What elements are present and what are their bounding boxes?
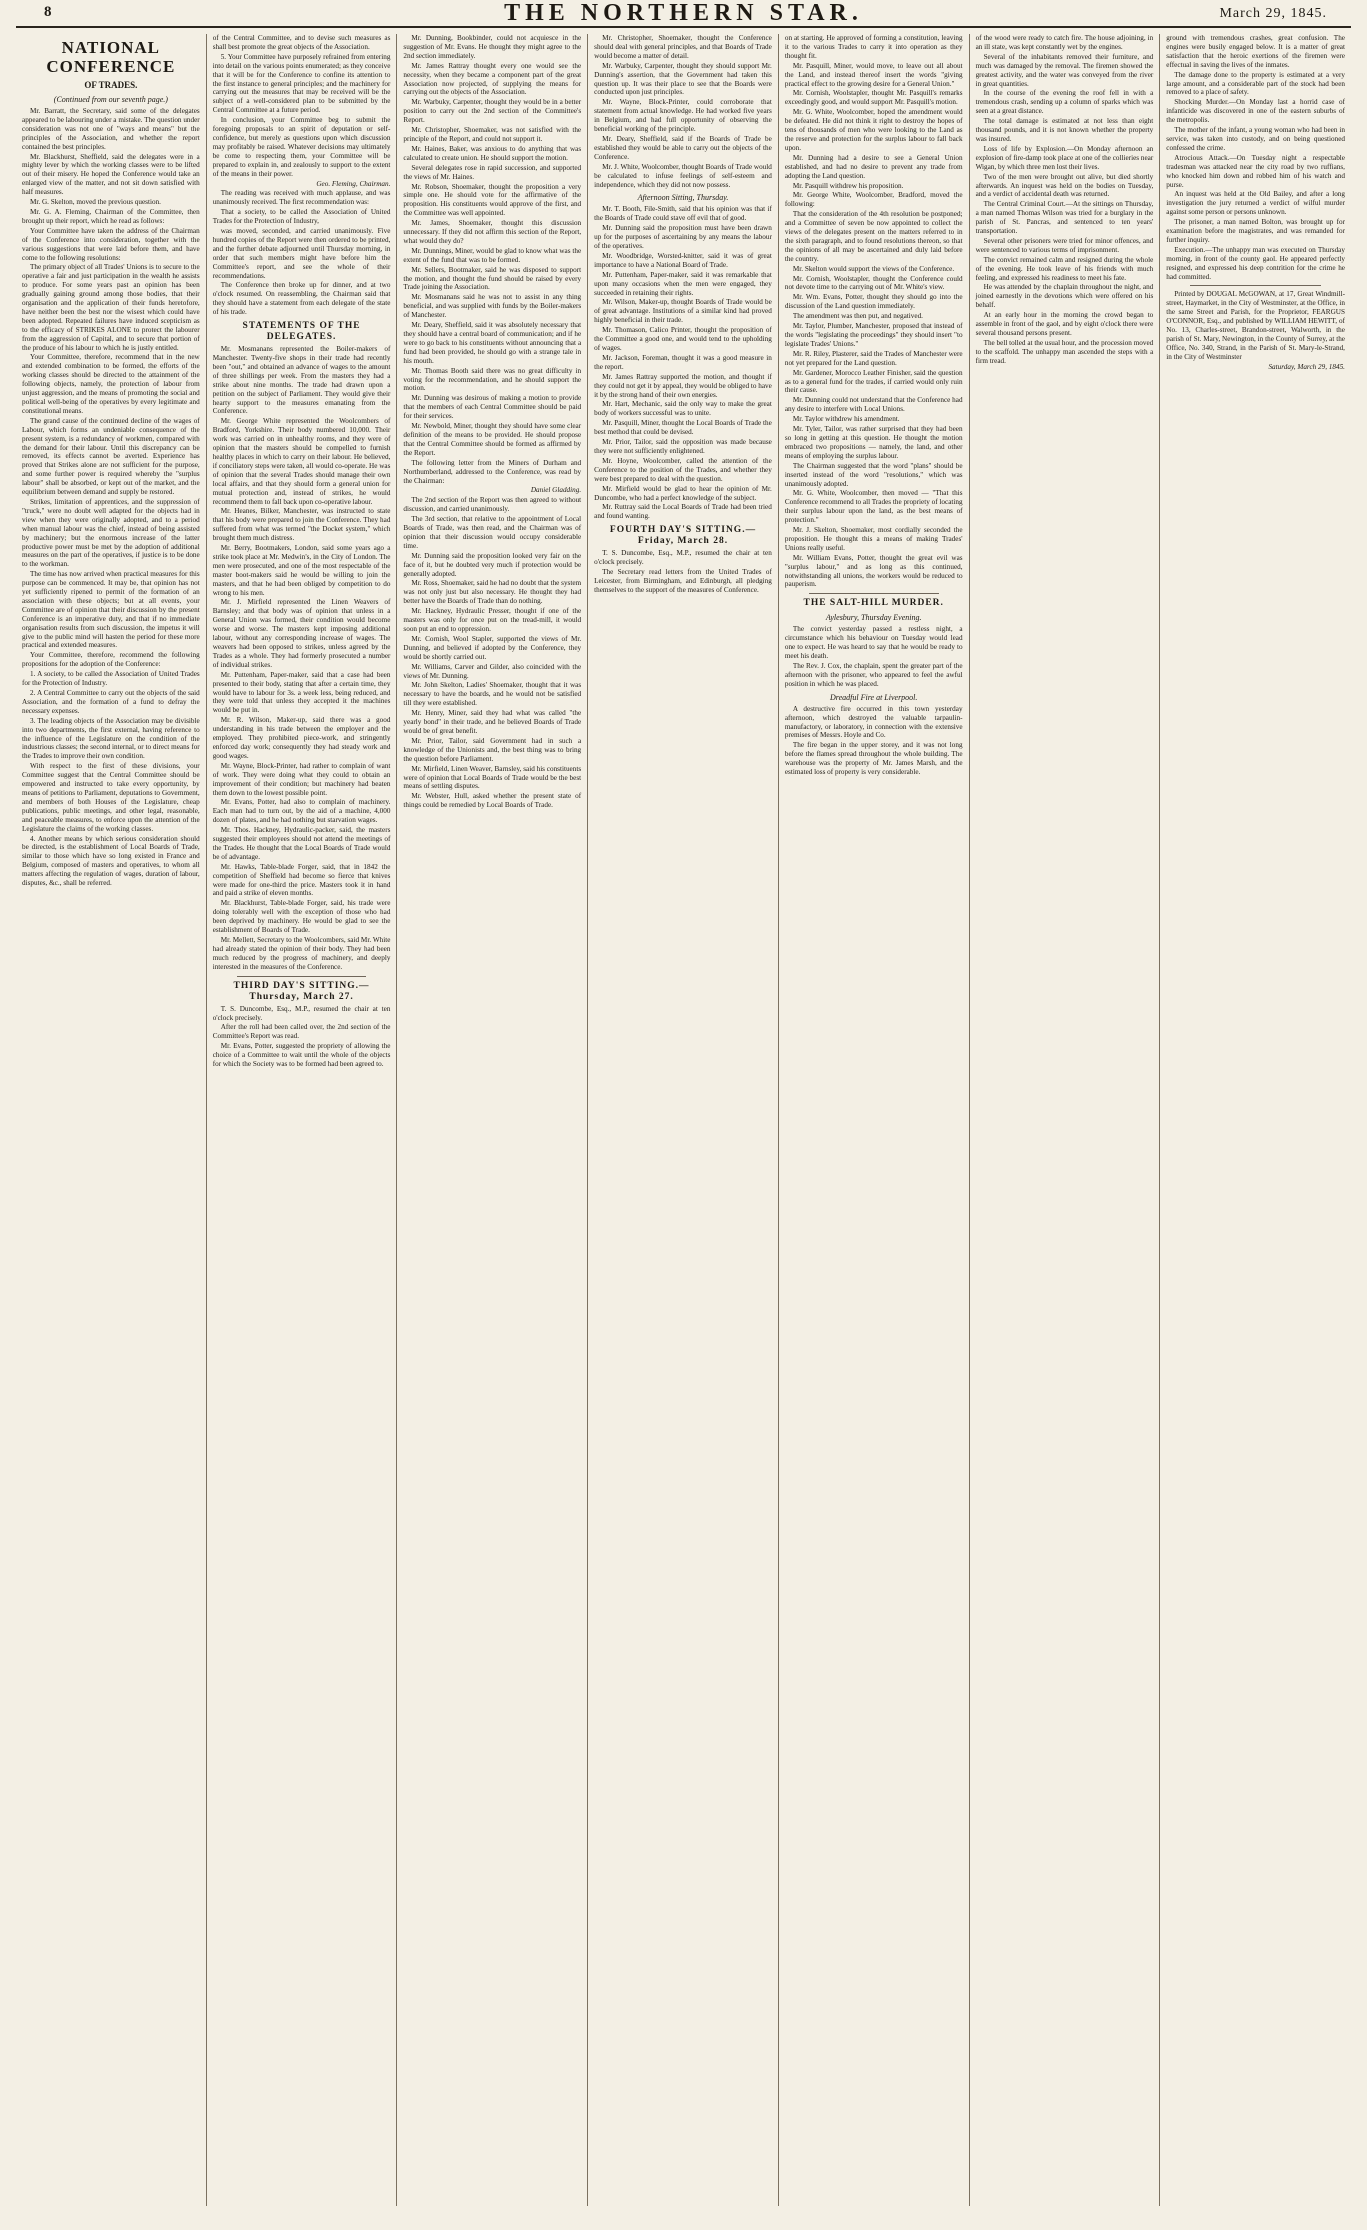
paragraph: Mr. J. White, Woolcomber, thought Boards of Trade would be calculated to infuse feelings of self-esteem and independence, which they did not now possess. <box>594 162 772 189</box>
paragraph: The damage done to the property is estimated at a very large amount, and a considerable part of the stock had been removed to a place of safety. <box>1166 70 1345 97</box>
paragraph: Mr. Thomas Booth said there was no great difficulty in voting for the recommendation, and he should support the motion. <box>403 366 582 393</box>
paragraph: At an early hour in the morning the crowd began to assemble in front of the gaol, and by eight o'clock there were several thousand persons present. <box>975 311 1154 337</box>
paragraph: Mr. Taylor withdrew his amendment. <box>792 415 900 424</box>
paragraph: Mr. Taylor, Plumber, Manchester, proposed that instead of the words "legislating the proceedings" they should insert "to legislate Trades' Unions." <box>784 322 963 348</box>
continuation-note: (Continued from our seventh page.) <box>53 95 168 104</box>
paragraph: Mr. Dunning was desirous of making a motion to provide that the members of each Central Committee should be paid for their services. <box>403 394 582 421</box>
paragraph: Mr. Christopher, Shoemaker, was not satisfied with the principle of the Report, and could not support it. <box>403 126 582 143</box>
paragraph: Mr. Evans, Potter, had also to complain of machinery. Each man had to turn out, by the aid of a machine, 4,000 dozen of plates, and he had nothing but starvation wages. <box>212 798 391 825</box>
paragraph: Mr. Warbuky, Carpenter, thought they would be in a better position to carry out the 2nd section of the Committee's Report. <box>403 98 582 125</box>
paragraph: Mr. Puttenham, Paper-maker, said it was remarkable that upon many occasions when the men were engaged, they succeeded in retaining their rights. <box>594 270 772 297</box>
paragraph: was moved, seconded, and carried unanimously. Five hundred copies of the Report were then ordered to be printed, and the further debate adjourned until Thursday morning, in order that such members might have before him the Committee's report, and see the whole of their recommendations. <box>212 227 391 280</box>
paragraph: Mr. Deary, Sheffield, said it was absolutely necessary that they should have a central board of communication; and if he were to go back to his constituents without announcing that a fund had been provided, he should go with a strange tale in his mouth. <box>403 321 582 365</box>
article-subheading: OF TRADES. <box>84 80 138 90</box>
paragraph: Mr. Hoyne, Woolcomber, called the attention of the Conference to the position of the Trades, and whether they were best prepared to deal with the question. <box>594 456 772 483</box>
paragraph: Mr. Jackson, Foreman, thought it was a good measure in the report. <box>594 353 772 371</box>
paragraph: Mr. George White, Woolcomber, Bradford, moved the following: <box>784 191 963 209</box>
paragraph: Mr. Puttenham, Paper-maker, said that a case had been presented to their body, stating that after a certain time, they would have to labour for 3s. a week less, being reduced, and they were told that unless they accepted it the machines would be put in. <box>212 670 391 715</box>
paragraph: Mr. Henry, Miner, said they had what was called "the yearly bond" in their trade, and he believed Boards of Trade would be of great benefit. <box>403 709 582 735</box>
paragraph: The convict yesterday passed a restless night, a circumstance which his behaviour on Tuesday would lead one to expect. He was heard to say that he would be ready to meet his death. <box>784 625 963 661</box>
paragraph: Mr. Newbold, Miner, thought they should have some clear definition of the means to be provided. He should propose that the Central Committee should be formed as affirmed by the Report. <box>403 422 582 457</box>
paragraph: Mr. J. Skelton, Shoemaker, most cordially seconded the proposition. He thought this a means of making Trades' Unions really useful. <box>784 526 963 552</box>
divider <box>1190 285 1321 286</box>
paragraph: Several delegates rose in rapid succession, and supported the views of Mr. Haines. <box>403 163 582 181</box>
paragraph: The grand cause of the continued decline of the wages of Labour, which forms an undeniable consequence of the present system, is a redundancy of workmen, compared with the demand for their labour. Until this discrepancy can be removed, its effects cannot be averted. Experience has proved that Strikes alone are not sufficient for the purpose, and some further power is required whereby the "surplus labour" shall be absorbed, or kept out of the market, and the equilibrium between demand and supply be restored. <box>22 416 200 497</box>
paragraph: Mr. Mosmanans represented the Boiler-makers of Manchester. Twenty-five shops in their trade had recently been "out," and obtained an advance of wages to the amount of three shillings per week. From the masters they had a strike about nine months. The trade had drawn upon a petition on the subject of Parliament. They would give their hearty support to the measures emanating from the Conference. <box>212 345 391 416</box>
divider <box>237 976 367 977</box>
paragraph: The Conference then broke up for dinner, and at two o'clock resumed. On reassembling, the Chairman said that they should have a statement from each delegate of the state of his trade. <box>212 281 391 317</box>
paragraph: of the Central Committee, and to devise such measures as shall best promote the great objects of the Association. <box>212 34 391 51</box>
paragraph: Mr. Barratt, the Secretary, said some of the delegates appeared to be labouring under a mistake. The question under consideration was not one of "ways and means" but the principles of the Association, and whether the report contained the best principles. <box>22 107 200 151</box>
paragraph: T. S. Duncombe, Esq., M.P., resumed the chair at ten o'clock precisely. <box>594 549 772 567</box>
paragraph: Mr. James Rattray supported the motion, and thought if they could not get it by appeal, they would be obliged to have it by the strong hand of their own energies. <box>594 372 772 399</box>
paragraph: The reading was received with much applause, and was unanimously received. The first recommendation was: <box>212 189 391 207</box>
paragraph: Mr. Dunning had a desire to see a General Union established, and had no desire to prevent any trade from adopting the Land question. <box>784 153 963 180</box>
paragraph: Mr. Pasquill, Miner, thought the Local Boards of Trade the best method that could be devised. <box>594 419 772 437</box>
paragraph: Mr. Wayne, Block-Printer, had rather to complain of want of work. They were doing what they could to obtain an improvement of their condition; but machinery had beaten them down to the lowest possible point. <box>212 761 391 797</box>
paragraph: Mr. G. A. Fleming, Chairman of the Committee, then brought up their report, which he read as follows: <box>22 207 200 225</box>
section-heading: Afternoon Sitting, Thursday. <box>637 193 729 203</box>
paragraph: Mr. Webster, Hull, asked whether the present state of things could be remedied by Local Boards of Trade. <box>403 792 582 810</box>
paragraph: The amendment was then put, and negatived. <box>792 312 923 321</box>
paragraph: Mr. Prior, Tailor, said Government had in such a knowledge of the Unionists and, the best thing was to bring the question before Parliament. <box>403 736 582 763</box>
paragraph: With respect to the first of these divisions, your Committee suggest that the Central Committee should be empowered and instructed to take every opportunity, by means of petitions to Parliament, deputations to Government, and members of both Houses of the Legislature, cheap publications, public meetings, and other legal, reasonable, and peaceable measures, to enforce upon the attention of the Legislature the claims of the working classes. <box>22 762 200 833</box>
paragraph: The mother of the infant, a young woman who had been in service, was taken into custody, and on being questioned confessed the crime. <box>1166 126 1345 152</box>
paragraph: Mr. Pasquill withdrew his proposition. <box>792 181 904 190</box>
paragraph: Mr. Cornish, Woolstapler, thought the Conference could not devote time to the carrying out of Mr. White's view. <box>784 274 963 292</box>
column-6 <box>970 34 1161 2206</box>
paragraph: Mr. R. Riley, Plasterer, said the Trades of Manchester were not yet prepared for the Land question. <box>784 349 963 367</box>
paragraph: In conclusion, your Committee beg to submit the foregoing proposals to an spirit of deputation or self-confidence, but merely as questions upon which discussion may profitably be raised. Whatever decisions may ultimately be come to respecting them, your Committee will be prepared to explain in, and zealously to support to the extent of the means in their power. <box>212 116 391 178</box>
paragraph: Execution.—The unhappy man was executed on Thursday morning, in front of the county gaol. He appeared perfectly resigned, and expressed his deep contrition for the crime he had committed. <box>1166 245 1345 281</box>
paragraph: Mr. G. White, Woolcomber, then moved — "That this Conference recommend to all Trades the propriety of locating their surplus labour upon the land, as the best means of protection." <box>784 489 963 525</box>
paragraph: Mr. Dunning said the proposition looked very fair on the face of it, but he doubted very much if protection would be generally adopted. <box>403 551 582 578</box>
signature: Daniel Gladding. <box>530 486 582 495</box>
page-number: 8 <box>44 4 52 20</box>
paragraph: Mr. Deary, Sheffield, said if the Boards of Trade be established they would be able to carry out the objects of the Conference. <box>594 134 772 161</box>
paragraph: The Central Criminal Court.—At the sittings on Thursday, a man named Thomas Wilson was tried for a burglary in the parish of St. Pancras, and sentenced to ten years' transportation. <box>975 200 1154 236</box>
paragraph: Mr. R. Wilson, Maker-up, said there was a good understanding in his trade between the employer and the employed. They prohibited piece-work, and stringently enforced day work; consequently they had steady work and good wages. <box>212 716 391 760</box>
paragraph: The fire began in the upper storey, and it was not long before the flames spread throughout the whole building. The warehouse was the property of Mr. James Marsh, and the estimated loss of property is very considerable. <box>784 741 963 777</box>
paragraph: Mr. Gardener, Morocco Leather Finisher, said the question as to a general fund for the trades, if carried would only ruin their cause. <box>784 368 963 395</box>
paragraph: Mr. Blackhurst, Table-blade Forger, said, his trade were doing tolerably well with the exception of those who had been deprived by machinery. He would be glad to see the establishment of Boards of Trade. <box>212 899 391 935</box>
section-heading: FOURTH DAY'S SITTING.—Friday, March 28. <box>609 525 757 547</box>
paragraph: Mr. Cornish, Wool Stapler, supported the views of Mr. Dunning, and believed if adopted by the Conference, they would be shortly carried out. <box>403 634 582 661</box>
paragraph: on at starting. He approved of forming a constitution, leaving it to the various Trades to carry it into operation as they thought fit. <box>784 34 963 60</box>
paragraph: Mr. Dunning could not understand that the Conference had any desire to interfere with Local Unions. <box>784 396 963 414</box>
paragraph: Mr. Mellett, Secretary to the Woolcombers, said Mr. White had already stated the opinion of their body. They had been much reduced by the progress of machinery, and deeply interested in the measures of the Conference. <box>212 936 391 971</box>
paragraph: In the course of the evening the roof fell in with a tremendous crash, sending up a column of sparks which was seen at a great distance. <box>975 89 1154 116</box>
paragraph: Mr. George White represented the Woolcombers of Bradford, Yorkshire. Their body numbered 10,000. Their work was carried on in unhealthy rooms, and they were of opinion that the masters should be compelled to furnish healthy places in which to carry on their labour. He believed, if conciliatory steps were taken, all would co-operate. He was of opinion that the several Trades should manage their own local affairs, and that they should form a general union for mutual protection and, instead of strikes, he would recommend them to fall back upon co-operative labour. <box>212 417 391 506</box>
paragraph: The bell tolled at the usual hour, and the procession moved to the scaffold. The unhappy man ascended the steps with a firm tread. <box>975 338 1154 365</box>
paragraph: Mr. Ross, Shoemaker, said he had no doubt that the system was not only just but also necessary. He thought they had better have the Boards of Trade than do nothing. <box>403 579 582 606</box>
paragraph: Mr. James Rattray thought every one would see the necessity, when they became a component part of the great Association now projected, of supplying the means for carrying out the objects of the Association. <box>403 61 582 97</box>
dateline-subheading: Aylesbury, Thursday Evening. <box>825 613 922 623</box>
column-5 <box>779 34 970 2206</box>
paragraph: Mr. Hawks, Table-blade Forger, said, that in 1842 the competition of Sheffield had become so fierce that knives were made for one-third the price. Masters took it in hand and paid a strike of eleven months. <box>212 862 391 898</box>
paragraph: of the wood were ready to catch fire. The house adjoining, in an ill state, was kept constantly wet by the engines. <box>975 34 1154 51</box>
paragraph: The time has now arrived when practical measures for this purpose can be commenced. It may be, that opinion has not yet sufficiently ripened to permit of the formation of an association with these objects; but at all events, your Committee are of opinion that their discussion by the present Conference is an imperative duty, and that if no immediate organisation results from such discussion, the impetus it will give to the public mind will hasten the period for these more practical and extended measures. <box>22 570 200 650</box>
paragraph: Mr. Haines, Baker, was anxious to do anything that was calculated to create union. He should support the motion. <box>403 144 582 162</box>
paragraph: 3. The leading objects of the Association may be divisible into two departments, the first external, having reference to the influence of the Legislature on the condition of the industrious classes; the second internal, or to direct means for the Trades to improve their own condition. <box>22 716 200 761</box>
paragraph: That a society, to be called the Association of United Trades for the Protection of Industry, <box>212 208 391 226</box>
paragraph: Your Committee, therefore, recommend that in the new and extended combination to be formed, the efforts of the working classes should be directed to the attainment of the following objects, namely, the protection of labour from unjust aggression, and the means of promoting the social and political well-being of the operatives by every legitimate and constitutional means. <box>22 353 200 415</box>
paragraph: Mr. Heanes, Bilker, Manchester, was instructed to state that his body were prepared to join the Conference. They had suffered from what was termed "the Docket system," which brought them much distress. <box>212 507 391 543</box>
paragraph: Shocking Murder.—On Monday last a horrid case of infanticide was discovered in one of the eastern suburbs of the metropolis. <box>1166 98 1345 125</box>
paragraph: Mr. Warbuky, Carpenter, thought they should support Mr. Dunning's assertion, that the Government had taken this question up. It was their place to see that the Boards were conducted upon just principles. <box>594 61 772 97</box>
paragraph: Mr. Hart, Mechanic, said the only way to make the great body of workers successful was to unite. <box>594 400 772 418</box>
publication-date: Saturday, March 29, 1845. <box>1268 363 1345 372</box>
paragraph: T. S. Duncombe, Esq., M.P., resumed the chair at ten o'clock precisely. <box>212 1004 391 1022</box>
paragraph: Mr. Wayne, Block-Printer, could corroborate that statement from actual knowledge. He had worked five years in Belgium, and had full opportunity of observing the beneficial working of the principle. <box>594 98 772 134</box>
paragraph: The Chairman suggested that the word "plans" should be inserted instead of the word "resolutions," which was unanimously adopted. <box>784 461 963 488</box>
paragraph: Mr. G. White, Woolcomber, hoped the amendment would be defeated. He did not think it right to destroy the hopes of tens of thousands of men who were looking to the Land as the reserve and protection for the surplus labour to fall back upon. <box>784 108 963 152</box>
paragraph: Mr. Cornish, Woolstapler, thought Mr. Pasquill's remarks exceedingly good, and would support Mr. Pasquill's motion. <box>784 89 963 107</box>
paragraph: Mr. Evans, Potter, suggested the propriety of allowing the choice of a Committee to wait until the whole of the objects for which the Society was to be formed had been agreed to. <box>212 1042 391 1069</box>
paragraph: Mr. Christopher, Shoemaker, thought the Conference should deal with general principles, and that Boards of Trade would become a matter of detail. <box>594 34 772 60</box>
paragraph: Mr. Berry, Bootmakers, London, said some years ago a strike took place at Mr. Medwin's, in the City of London. The men were prosecuted, and one of the most respectable of the master boot-makers said he would be willing to join the masters, and that he had been obliged by competition to do wrong to his men. <box>212 544 391 597</box>
paragraph: Mr. J. Mirfield represented the Linen Weavers of Barnsley; and that body was of opinion that unless in a General Union was formed, their condition would become worse and worse. The masters kept imposing additional labour, without any corresponding increase of wages. The weavers had been opposed to strikes, unless agreed by the Trades as a whole. They had formerly prosecuted a number of individual strikes. <box>212 598 391 669</box>
paragraph: Your Committee, therefore, recommend the following propositions for the adoption of the Conference: <box>22 651 200 669</box>
column-4 <box>588 34 779 2206</box>
paragraph: 1. A society, to be called the Association of United Trades for the Protection of Industry. <box>22 670 200 688</box>
column-2 <box>207 34 398 2206</box>
paragraph: 2. A Central Committee to carry out the objects of the said Association, and the formation of a fund to defray the necessary expenses. <box>22 689 200 715</box>
paragraph: Mr. Robson, Shoemaker, thought the proposition a very simple one. He should vote for the affirmative of the proposition. His constituents would approve of the first, and the Committee was well appointed. <box>403 182 582 218</box>
paragraph: Strikes, limitation of apprentices, and the suppression of "truck," were no doubt well adapted for the objects had in view when they were originally adopted, and to a period when manual labour was the chief, instead of being assisted by machinery; but the enormous increase of the latter productive power must be met by the adoption of additional measures on the part of the operatives, if justice is to be done to the workman. <box>22 497 200 569</box>
paragraph: Mr. Wm. Evans, Potter, thought they should go into the discussion of the Land question immediately. <box>784 293 963 311</box>
paragraph: Mr. Ruttray said the Local Boards of Trade had been tried and found wanting. <box>594 503 772 521</box>
paragraph: Mr. Woodbridge, Worsted-knitter, said it was of great importance to have a National Board of Trade. <box>594 251 772 269</box>
section-heading: Dreadful Fire at Liverpool. <box>830 692 918 702</box>
paragraph: The prisoner, a man named Bolton, was brought up for examination before the magistrates, and was remanded for further inquiry. <box>1166 218 1345 244</box>
paragraph: Mr. Mosmanans said he was not to assist in any thing beneficial, and was supplied with funds by the Boiler-makers of Manchester. <box>403 293 582 320</box>
paragraph: Mr. Mirfield, Linen Weaver, Barnsley, said his constituents were of opinion that Local Boards of Trade would be the best means of settling disputes. <box>403 764 582 791</box>
issue-date: March 29, 1845. <box>1219 6 1327 21</box>
paragraph: Two of the men were brought out alive, but died shortly afterwards. An inquest was held on the bodies on Tuesday, and a verdict of accidental death was returned. <box>975 172 1154 199</box>
paragraph: Mr. Williams, Carver and Gilder, also coincided with the views of Mr. Dunning. <box>403 662 582 680</box>
section-heading: STATEMENTS OF THE DELEGATES. <box>242 321 361 343</box>
paragraph: The convict remained calm and resigned during the whole of the evening. He took leave of his friends with much feeling, and expressed his readiness to meet his fate. <box>975 255 1154 282</box>
paragraph: Mr. William Evans, Potter, thought the great evil was "surplus labour," and as long as this continued, notwithstanding all unions, the workers would be reduced to pauperism. <box>784 553 963 589</box>
paragraph: Mr. Sellers, Bootmaker, said he was disposed to support the motion, and thought the fund should be raised by every Trade joining the Association. <box>403 265 582 292</box>
paragraph: Mr. Pasquill, Miner, would move, to leave out all about the Land, and instead thereof insert the words "giving practical effect to the growing desire for a General Union." <box>784 61 963 88</box>
paragraph: Your Committee have taken the address of the Chairman of the Conference into consideration, together with the various suggestions that were laid before them, and have come to the following resolutions: <box>22 226 200 262</box>
paragraph: Mr. Tyler, Tailor, was rather surprised that they had been so long in getting at this question. He thought the motion embraced two propositions — namely, the land, and other means of employing the surplus labour. <box>784 425 963 460</box>
paragraph: Several other prisoners were tried for minor offences, and were sentenced to various terms of imprisonment. <box>975 236 1154 254</box>
paragraph: The Rev. J. Cox, the chaplain, spent the greater part of the afternoon with the prisoner, who appeared to feel the awful position in which he was placed. <box>784 662 963 688</box>
paragraph: A destructive fire occurred in this town yesterday afternoon, which destroyed the valuable tarpaulin-manufactory, or laboratory, in connection with the extensive premises of Messrs. Hoyle and Co. <box>784 704 963 740</box>
section-heading: THE SALT-HILL MURDER. <box>803 598 944 609</box>
paragraph: Mr. G. Skelton, moved the previous question. <box>30 198 161 207</box>
paragraph: Mr. Hackney, Hydraulic Presser, thought if one of the masters was only for once put on the tread-mill, it would soon put an end to oppression. <box>403 607 582 633</box>
article-heading: NATIONAL CONFERENCE <box>46 38 176 76</box>
column-7 <box>1160 34 1351 2206</box>
divider <box>809 593 939 594</box>
paragraph: Mr. Dunning, Bookbinder, could not acquiesce in the suggestion of Mr. Evans. He thought they might agree to the 2nd section immediately. <box>403 34 582 60</box>
paragraph: Mr. James, Shoemaker, thought this discussion unnecessary. If they did not affirm this section of the Report, what would they do? <box>403 219 582 245</box>
paragraph: The following letter from the Miners of Durham and Northumberland, addressed to the Conference, was read by the Chairman: <box>403 458 582 485</box>
paragraph: Mr. Mirfield would be glad to hear the opinion of Mr. Duncombe, who had a perfect knowledge of the subject. <box>594 484 772 502</box>
paragraph: That the consideration of the 4th resolution be postponed; and a Committee of seven be now appointed to collect the views of the delegates present on the matters referred to in the sixth paragraph, and to found resolutions thereon, so that the opinions of all may be ascertained and duly laid before the country. <box>784 210 963 263</box>
paragraph: The 3rd section, that relative to the appointment of Local Boards of Trade, was then read, and the Chairman was of opinion that their discussion would occupy considerable time. <box>403 515 582 550</box>
paragraph: Mr. Dunning said the proposition must have been drawn up for the purposes of ascertaining by any means the labour of the operatives. <box>594 224 772 251</box>
column-1 <box>16 34 207 2206</box>
paragraph: Mr. Thomason, Calico Printer, thought the proposition of the Committee a good one, and would tend to the upholding of wages. <box>594 326 772 352</box>
paragraph: The primary object of all Trades' Unions is to secure to the operative a fair and just participation in the wealth he assists to produce. For some years past an opinion has been gradually gaining ground among those bodies, that their organisation and the application of their funds heretofore, have neither been the best nor the wisest which could have been adopted. Repeated failures have induced scepticism as to the efficacy of STRIKES ALONE to protect the labourer from the aggression of Capital, and to secure that portion of the produce of his labour to which he is justly entitled. <box>22 263 200 352</box>
paragraph: The Secretary read letters from the United Trades of Leicester, from Birmingham, and Edinburgh, all pledging themselves to the support of the measures of Conference. <box>594 568 772 594</box>
paragraph: ground with tremendous crashes, great confusion. The engines were busily engaged below. It is a matter of great satisfaction that the heroic exertions of the firemen were effectual in saving the lives of the inmates. <box>1166 34 1345 69</box>
paragraph: Mr. T. Booth, File-Smith, said that his opinion was that if the Boards of Trade could stave off evil that of good. <box>594 205 772 223</box>
paragraph: Mr. Blackhurst, Sheffield, said the delegates were in a mighty lever by which the working classes were to be lifted out of their misery. He hoped the Conference would take an enlarged view of the matter, and not sit down satisfied with half measures. <box>22 152 200 197</box>
signature: Geo. Fleming, Chairman. <box>316 179 391 188</box>
paragraph: He was attended by the chaplain throughout the night, and joined earnestly in the devotions which were offered on his behalf. <box>975 283 1154 310</box>
paragraph: Mr. Thos. Hackney, Hydraulic-packer, said, the masters suggested their employees should not attend the meetings of the Trades. He thought that the Local Boards of Trade would be of advantage. <box>212 826 391 861</box>
paragraph: 4. Another means by which serious consideration should be directed, is the establishment of Local Boards of Trade, similar to those which have so long existed in France and Belgium, composed of masters and operatives, to whom all matters affecting the regulation of wages, duration of labour, disputes, &c., shall be referred. <box>22 834 200 888</box>
paragraph: An inquest was held at the Old Bailey, and after a long investigation the jury returned a verdict of wilful murder against some person or persons unknown. <box>1166 190 1345 217</box>
paragraph: Several of the inhabitants removed their furniture, and much was damaged by the removal. The firemen showed the greatest activity, and the water was conveyed from the river in great quantities. <box>975 52 1154 88</box>
paragraph: Loss of life by Explosion.—On Monday afternoon an explosion of fire-damp took place at one of the collieries near Wigan, by which three men lost their lives. <box>975 144 1154 171</box>
section-heading: THIRD DAY'S SITTING.—Thursday, March 27. <box>233 980 370 1002</box>
paragraph: Mr. Dunnings, Miner, would be glad to know what was the extent of the fund that was to be formed. <box>403 246 582 264</box>
paragraph: Atrocious Attack.—On Tuesday night a respectable tradesman was attacked near the city road by two ruffians, who knocked him down and robbed him of his watch and purse. <box>1166 153 1345 189</box>
paragraph: 5. Your Committee have purposely refrained from entering into detail on the various points enumerated; as they conceive that it will be for the Conference to confine its attention to the first instance to general principles; and the machinery for carrying out the measures that may be received will be the subject of a well-considered plan to be submitted by the Central Committee at a future period. <box>212 52 391 115</box>
masthead <box>16 0 1351 28</box>
paragraph: After the roll had been called over, the 2nd section of the Committee's Report was read. <box>212 1023 391 1041</box>
newspaper-title: THE NORTHERN STAR. <box>504 0 863 26</box>
paragraph: Mr. John Skelton, Ladies' Shoemaker, thought that it was necessary to have the boards, and he would not be satisfied till they were established. <box>403 681 582 708</box>
column-3 <box>397 34 588 2206</box>
paragraph: Mr. Wilson, Maker-up, thought Boards of Trade would be of great advantage. Institutions of a similar kind had proved highly beneficial in their trade. <box>594 298 772 325</box>
paragraph: Mr. Prior, Tailor, said the opposition was made because they were not sufficiently enlightened. <box>594 438 772 455</box>
text-columns <box>16 34 1351 2206</box>
paragraph: Mr. Skelton would support the views of the Conference. <box>792 264 955 273</box>
paragraph: The total damage is estimated at not less than eight thousand pounds, and it is not known whether the property was insured. <box>975 117 1154 143</box>
paragraph: The 2nd section of the Report was then agreed to without discussion, and carried unanimously. <box>403 496 582 514</box>
printer-imprint: Printed by DOUGAL McGOWAN, at 17, Great Windmill-street, Haymarket, in the City of Westminster, at the Office, in the same Street and Parish, for the Proprietor, FEARGUS O'CONNOR, Esq., and published by WILLIAM HEWITT, of No. 13, Charles-street, Brandon-street, Walworth, in the parish of St. Mary, Newington, in the County of Surrey, at the Office, No. 340, Strand, in the Parish of St. Mary-le-Strand, in the City of Westminster <box>1166 290 1345 362</box>
